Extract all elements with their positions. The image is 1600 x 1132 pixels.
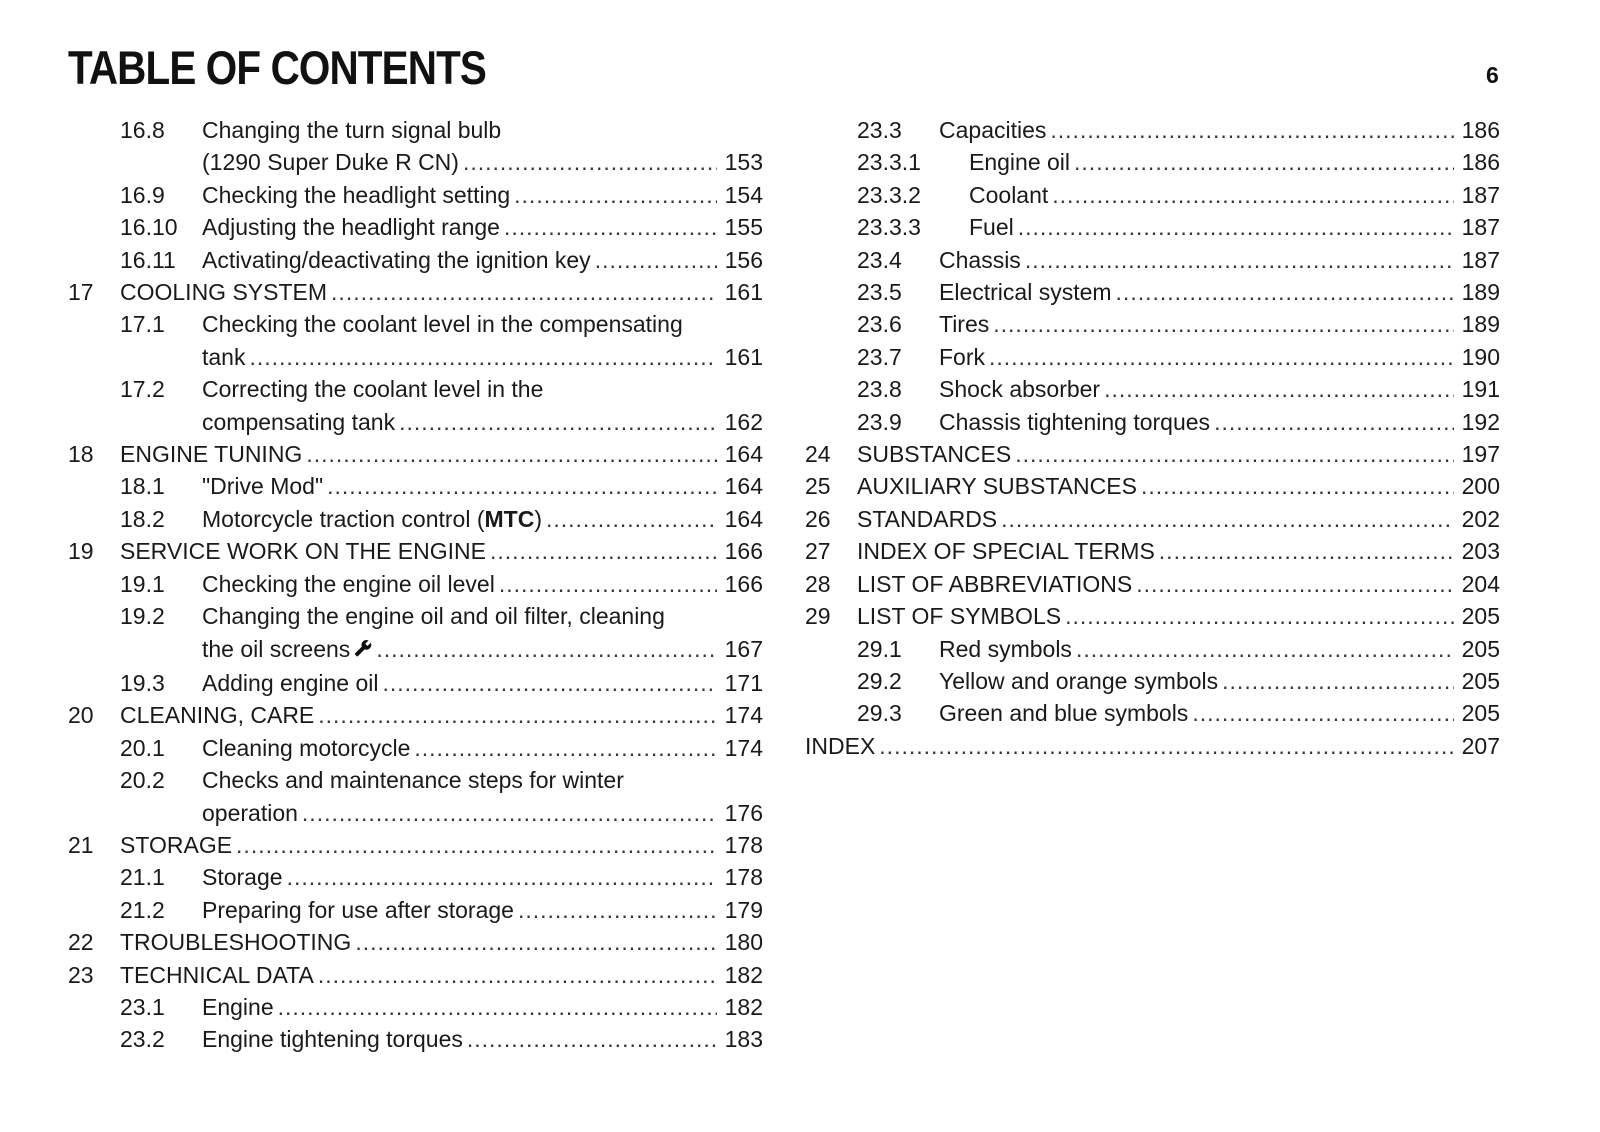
dot-leader [287, 861, 717, 893]
toc-entry-page: 200 [1461, 473, 1500, 500]
toc-entry-title: Checks and maintenance steps for winter [202, 767, 624, 794]
toc-entry-title: Shock absorber [939, 376, 1101, 403]
toc-entry-number: 16.9 [120, 181, 165, 208]
toc-entry-page: 192 [1461, 408, 1500, 435]
toc-entry[interactable] [805, 114, 1500, 146]
toc-entry[interactable] [805, 438, 1500, 470]
dot-leader [1104, 373, 1454, 405]
toc-entry-title: Red symbols [939, 635, 1072, 662]
toc-entry[interactable] [805, 211, 1500, 243]
toc-entry-title: Electrical system [939, 279, 1112, 306]
toc-entry-title: (1290 Super Duke R CN) [202, 149, 459, 176]
toc-entry[interactable] [68, 373, 763, 438]
toc-entry-title: Capacities [939, 117, 1047, 143]
toc-entry-page: 197 [1461, 441, 1500, 468]
toc-entry-title: Changing the turn signal bulb [202, 117, 502, 143]
toc-entry[interactable] [68, 959, 763, 991]
toc-entry-number: 23.2 [120, 1026, 165, 1053]
toc-entry-number: 17.1 [120, 311, 165, 338]
toc-entry-page: 187 [1461, 181, 1500, 208]
toc-entry[interactable] [68, 244, 763, 276]
toc-entry-number: 23.7 [857, 343, 902, 370]
toc-entry[interactable] [805, 568, 1500, 600]
toc-entry-page: 179 [724, 896, 763, 923]
page-title: TABLE OF CONTENTS [68, 41, 487, 94]
toc-entry[interactable] [68, 308, 763, 373]
toc-entry-title: TECHNICAL DATA [120, 961, 314, 988]
toc-entry[interactable] [805, 373, 1500, 405]
toc-entry-title: STORAGE [120, 831, 233, 858]
toc-entry-page: 167 [724, 635, 763, 662]
toc-entry[interactable] [805, 730, 1500, 762]
toc-entry[interactable] [805, 179, 1500, 211]
toc-entry-number: 23.1 [120, 993, 165, 1020]
toc-entry-page: 164 [724, 505, 763, 532]
toc-left-column [68, 114, 763, 1056]
toc-entry-title: Motorcycle traction control ( [202, 505, 485, 532]
toc-entry[interactable] [805, 535, 1500, 567]
toc-entry-title: INDEX OF SPECIAL TERMS [857, 538, 1155, 565]
toc-entry-title: STANDARDS [857, 505, 998, 532]
toc-entry-number: 20 [68, 702, 94, 729]
toc-entry-title: compensating tank [202, 408, 396, 435]
toc-entry-number: 22 [68, 929, 94, 956]
toc-entry-title: Correcting the coolant level in the [202, 376, 544, 403]
page-number: 6 [1486, 62, 1499, 88]
toc-entry[interactable] [68, 732, 763, 764]
toc-entry-page: 182 [724, 961, 763, 988]
toc-entry-page: 203 [1461, 538, 1500, 565]
dot-leader [463, 146, 717, 178]
toc-entry-number: 24 [805, 441, 831, 468]
toc-entry-page: 189 [1461, 279, 1500, 306]
toc-entry[interactable] [68, 1023, 763, 1055]
toc-entry-page: 164 [724, 473, 763, 500]
toc-entry-page: 207 [1461, 732, 1500, 759]
toc-entry-title: Engine tightening torques [202, 1026, 463, 1053]
toc-entry-page: 161 [724, 343, 763, 370]
toc-entry[interactable] [68, 699, 763, 731]
toc-entry-page: 205 [1461, 667, 1500, 694]
toc-entry-page: 178 [724, 831, 763, 858]
toc-entry-page: 186 [1461, 149, 1500, 176]
toc-entry[interactable] [68, 600, 763, 667]
toc-entry[interactable] [805, 470, 1500, 502]
dot-leader [504, 211, 717, 243]
toc-entry-number: 23.3.3 [857, 214, 921, 241]
toc-entry-number: 23.9 [857, 408, 902, 435]
toc-entry-page: 186 [1461, 117, 1500, 143]
toc-entry-title: Yellow and orange symbols [939, 667, 1219, 694]
toc-entry-page: 161 [724, 279, 763, 306]
toc-entry-number: 29 [805, 603, 831, 630]
toc-entry-page: 166 [724, 538, 763, 565]
toc-entry-page: 162 [724, 408, 763, 435]
dot-leader [355, 926, 717, 958]
toc-entry-page: 171 [724, 669, 763, 696]
dot-leader [327, 470, 717, 502]
toc-entry[interactable] [68, 503, 763, 535]
toc-entry-title: Adjusting the headlight range [202, 214, 500, 241]
toc-entry[interactable] [68, 276, 763, 308]
toc-entry[interactable] [68, 764, 763, 829]
toc-entry-page: 178 [724, 864, 763, 891]
toc-entry[interactable] [805, 146, 1500, 178]
toc-entry-page: 183 [724, 1026, 763, 1053]
toc-entry-page: 190 [1461, 343, 1500, 370]
toc-entry[interactable] [68, 211, 763, 243]
dot-leader [318, 959, 717, 991]
toc-entry-title: Adding engine oil [202, 669, 379, 696]
dot-leader [399, 406, 717, 438]
toc-entry-title: Storage [202, 864, 283, 891]
dot-leader [1136, 568, 1454, 600]
toc-entry-number: 17 [68, 279, 94, 306]
dot-leader [989, 341, 1454, 373]
toc-entry-number: 21 [68, 831, 94, 858]
toc-entry-title: LIST OF ABBREVIATIONS [857, 570, 1133, 597]
toc-right-column [805, 114, 1500, 762]
toc-entry-page: 156 [724, 246, 763, 273]
toc-entry-number: 18 [68, 441, 94, 468]
toc-entry-title: ENGINE TUNING [120, 441, 303, 468]
toc-entry[interactable] [68, 470, 763, 502]
toc-entry-number: 23.3.1 [857, 149, 921, 176]
toc-entry[interactable] [68, 438, 763, 470]
toc-entry-number: 23 [68, 961, 94, 988]
dot-leader [1159, 535, 1454, 567]
dot-leader [1065, 600, 1454, 632]
toc-entry-page: 164 [724, 441, 763, 468]
toc-entry-number: 16.8 [120, 117, 165, 143]
dot-leader [1001, 503, 1454, 535]
toc-entry-title: COOLING SYSTEM [120, 279, 328, 306]
toc-entry-number: 16.11 [120, 246, 176, 273]
toc-entry-number: 23.3 [857, 117, 902, 143]
dot-leader [490, 535, 717, 567]
toc-entry[interactable] [68, 114, 763, 179]
toc-entry-page: 174 [724, 702, 763, 729]
toc-entry[interactable] [805, 697, 1500, 729]
toc-entry[interactable] [805, 276, 1500, 308]
toc-entry[interactable] [805, 665, 1500, 697]
dot-leader [1192, 697, 1454, 729]
toc-entry-abbreviation: MTC [484, 505, 535, 532]
toc-entry-number: 21.2 [120, 896, 165, 923]
toc-entry-title: TROUBLESHOOTING [120, 929, 352, 956]
toc-entry-page: 205 [1461, 700, 1500, 727]
toc-entry-title: Checking the coolant level in the compensating [202, 311, 683, 338]
toc-entry-number: 27 [805, 538, 831, 565]
toc-entry-title: "Drive Mod" [202, 473, 324, 500]
toc-entry-number: 23.6 [857, 311, 902, 338]
toc-entry-title: SUBSTANCES [857, 441, 1012, 468]
toc-entry[interactable] [68, 535, 763, 567]
toc-entry[interactable] [68, 861, 763, 893]
toc-entry-title: Tires [939, 311, 990, 338]
dot-leader [1116, 276, 1454, 308]
toc-entry-page: 154 [724, 181, 763, 208]
toc-entry-number: 20.1 [120, 734, 165, 761]
toc-entry-page: 189 [1461, 311, 1500, 338]
toc-entry-title: Coolant [969, 181, 1049, 208]
toc-entry-title: CLEANING, CARE [120, 702, 315, 729]
dot-leader [1015, 438, 1454, 470]
toc-entry-title: operation [202, 799, 298, 826]
dot-leader [331, 276, 717, 308]
toc-entry-title: Activating/deactivating the ignition key [202, 246, 591, 273]
dot-leader [1076, 633, 1454, 665]
toc-entry[interactable] [805, 600, 1500, 632]
toc-entry-number: 23.3.2 [857, 181, 921, 208]
toc-entry-number: 18.1 [120, 473, 165, 500]
toc-entry-title-suffix: ) [534, 505, 542, 532]
toc-entry[interactable] [805, 244, 1500, 276]
toc-entry[interactable] [805, 503, 1500, 535]
toc-entry-number: 23.4 [857, 246, 902, 273]
toc-entry-page: 182 [724, 993, 763, 1020]
dot-leader [546, 503, 717, 535]
toc-entry-number: 21.1 [120, 864, 165, 891]
toc-entry-title: LIST OF SYMBOLS [857, 603, 1062, 630]
toc-entry-number: 29.2 [857, 667, 902, 694]
dot-leader [1214, 406, 1454, 438]
toc-entry-page: 187 [1461, 214, 1500, 241]
wrench-icon [354, 635, 372, 667]
toc-entry-title: Chassis tightening torques [939, 408, 1211, 435]
toc-entry-title: Fork [939, 343, 985, 370]
dot-leader [278, 991, 717, 1023]
toc-entry-title: Checking the engine oil level [202, 570, 495, 597]
toc-entry-number: 19.3 [120, 669, 165, 696]
toc-entry-number: 16.10 [120, 214, 178, 241]
dot-leader [1052, 179, 1454, 211]
dot-leader [318, 699, 717, 731]
toc-entry-title: INDEX [805, 732, 876, 759]
toc-entry-page: 176 [724, 799, 763, 826]
toc-entry-number: 19.2 [120, 603, 165, 630]
toc-entry-number: 29.3 [857, 700, 902, 727]
toc-entry-number: 18.2 [120, 505, 165, 532]
toc-entry-title: Green and blue symbols [939, 700, 1189, 727]
toc-entry-number: 28 [805, 570, 831, 597]
dot-leader [499, 568, 717, 600]
dot-leader [1025, 244, 1454, 276]
toc-entry[interactable] [68, 179, 763, 211]
toc-entry-page: 204 [1461, 570, 1500, 597]
toc-entry[interactable] [805, 633, 1500, 665]
toc-entry-number: 19 [68, 538, 94, 565]
dot-leader [595, 244, 717, 276]
toc-entry[interactable] [68, 926, 763, 958]
dot-leader [1222, 665, 1454, 697]
toc-entry-title: Preparing for use after storage [202, 896, 514, 923]
toc-entry-page: 155 [724, 214, 763, 241]
dot-leader [376, 633, 717, 665]
dot-leader [1074, 146, 1454, 178]
toc-entry-title: Cleaning motorcycle [202, 734, 411, 761]
toc-entry-title: Checking the headlight setting [202, 181, 511, 208]
toc-entry-page: 166 [724, 570, 763, 597]
dot-leader [306, 438, 717, 470]
dot-leader [1141, 470, 1454, 502]
dot-leader [249, 341, 717, 373]
toc-entry-title: tank [202, 343, 246, 370]
toc-entry[interactable] [68, 568, 763, 600]
toc-entry[interactable] [68, 894, 763, 926]
toc-entry-title: Fuel [969, 214, 1014, 241]
toc-entry-title: Chassis [939, 246, 1021, 273]
toc-entry-number: 23.8 [857, 376, 902, 403]
dot-leader [467, 1023, 717, 1055]
toc-entry-page: 174 [724, 734, 763, 761]
toc-entry-title: the oil screens [202, 635, 351, 662]
toc-entry[interactable] [805, 406, 1500, 438]
toc-entry-title: SERVICE WORK ON THE ENGINE [120, 538, 486, 565]
dot-leader [993, 308, 1454, 340]
toc-entry-title: Engine oil [969, 149, 1071, 176]
toc-entry-title: Engine [202, 993, 274, 1020]
dot-leader [382, 667, 717, 699]
toc-entry-number: 20.2 [120, 767, 165, 794]
dot-leader [1050, 114, 1454, 146]
toc-entry[interactable] [68, 829, 763, 861]
toc-entry[interactable] [805, 308, 1500, 340]
toc-entry-page: 202 [1461, 505, 1500, 532]
toc-entry-number: 23.5 [857, 279, 902, 306]
toc-entry-number: 29.1 [857, 635, 902, 662]
toc-entry[interactable] [68, 667, 763, 699]
toc-entry-page: 153 [724, 149, 763, 176]
toc-entry-title: AUXILIARY SUBSTANCES [857, 473, 1137, 500]
toc-entry-number: 19.1 [120, 570, 165, 597]
toc-entry-title: Changing the engine oil and oil filter, cleaning [202, 603, 665, 630]
dot-leader [879, 730, 1454, 762]
dot-leader [414, 732, 717, 764]
toc-entry-number: 25 [805, 473, 831, 500]
dot-leader [1018, 211, 1454, 243]
dot-leader [236, 829, 717, 861]
toc-entry-page: 205 [1461, 603, 1500, 630]
toc-entry-page: 180 [724, 929, 763, 956]
toc-entry-page: 191 [1461, 376, 1500, 403]
toc-entry[interactable] [805, 341, 1500, 373]
dot-leader [302, 797, 717, 829]
toc-entry-number: 26 [805, 505, 831, 532]
toc-entry-page: 205 [1461, 635, 1500, 662]
toc-entry-page: 187 [1461, 246, 1500, 273]
toc-entry-number: 17.2 [120, 376, 165, 403]
toc-entry[interactable] [68, 991, 763, 1023]
dot-leader [514, 179, 717, 211]
dot-leader [518, 894, 717, 926]
